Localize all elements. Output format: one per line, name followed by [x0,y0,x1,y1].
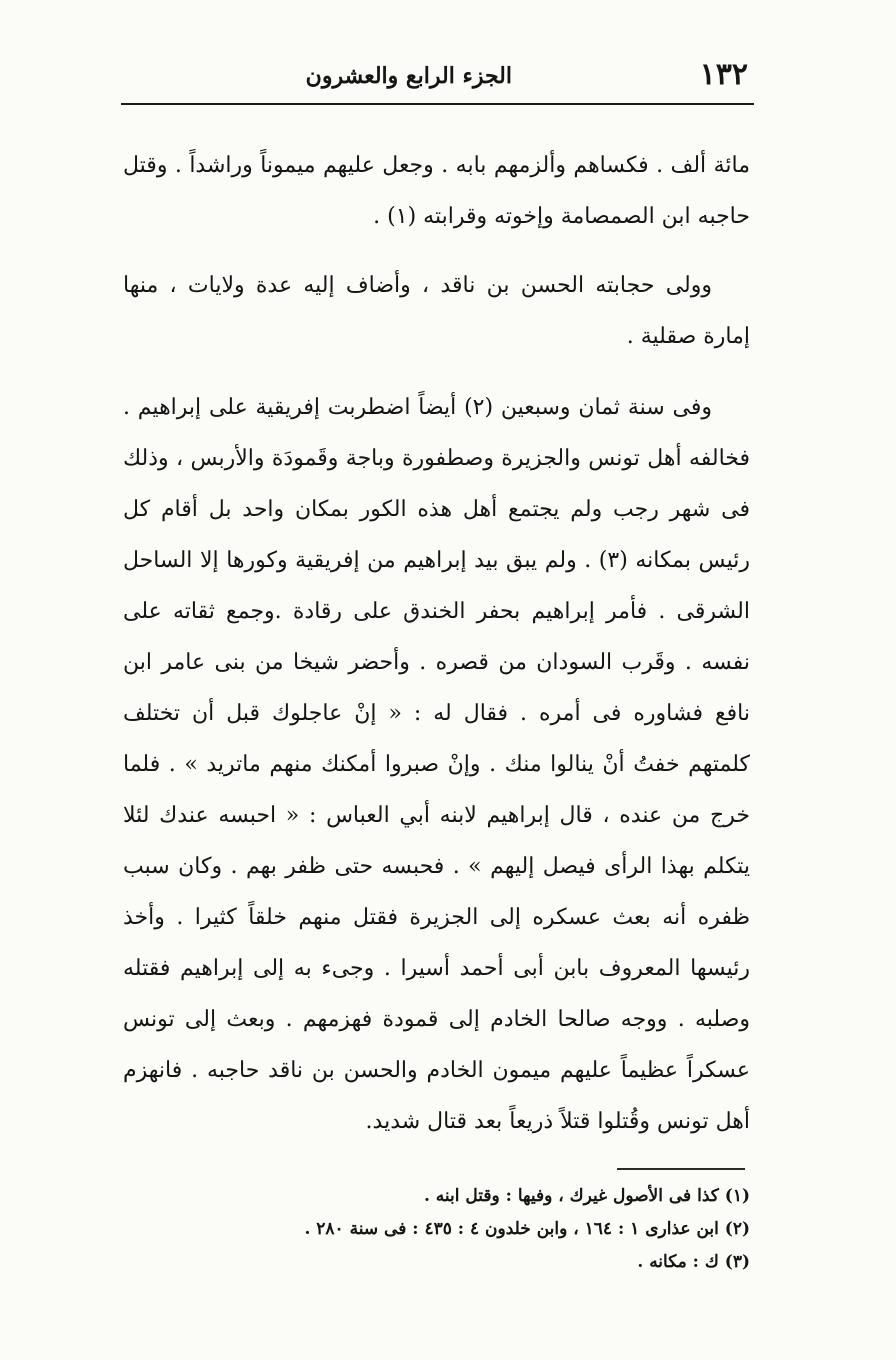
footnote-divider [617,1168,745,1170]
footnote-1: (١) كذا فى الأصول غيرك ، وفيها : وقتل ابنه . [423,1186,750,1206]
footnote-2: (٢) ابن عذارى ١ : ١٦٤ ، وابن خلدون ٤ : ٤٣٥ : فى سنة ٢٨٠ . [304,1219,750,1239]
footnotes [220,1180,750,1279]
paragraph-3: وفى سنة ثمان وسبعين (٢) أيضاً اضطربت إفريقية على إبراهيم . فخالفه أهل تونس والجزيرة وصطفورة وباجة وقَمودَة والأربس ، وذلك فى شهر رجب ولم يجتمع أهل هذه الكور بمكان واحد بل أقام كل رئيس بمكانه (٣) . ولم يبق بيد إبراهيم من إفريقية وكورها إلا الساحل الشرقى . فأمر إبراهيم بحفر الخندق على رقادة .وجمع ثقاته على نفسه . وقَرب السودان من قصره . وأحضر شيخا من بنى عامر ابن نافع فشاوره فى أمره . فقال له : « إنْ عاجلوك قبل أن تختلف كلمتهم خفتُ أنْ ينالوا منك . وإنْ صبروا أمكنك منهم ماتريد » . فلما خرج من عنده ، قال إبراهيم لابنه أبي العباس : « احبسه عندك لئلا يتكلم بهذا الرأى فيصل إليهم » . فحبسه حتى ظفر بهم . وكان سبب ظفره أنه بعث عسكره إلى الجزيرة فقتل منهم خلقاً كثيرا . وأخذ رئيسها المعروف بابن أبى أحمد أسيرا . وجىء به إلى إبراهيم فقتله وصلبه . ووجه صالحا الخادم إلى قمودة فهزمهم . وبعث إلى تونس عسكراً عظيماً عليهم ميمون الخادم والحسن بن ناقد حاجبه . فانهزم أهل تونس وقُتلوا قتلاً ذريعاً بعد قتال شديد. [123,395,750,1134]
footnote-3: (٣) ك : مكانه . [637,1252,750,1272]
page-header [122,58,754,96]
paragraph-2: وولى حجابته الحسن بن ناقد ، وأضاف إليه عدة ولايات ، منها إمارة صقلية . [123,273,750,349]
header-divider [121,103,754,105]
page-number: ١٣٢ [699,57,748,92]
running-title: الجزء الرابع والعشرون [305,63,512,89]
main-text [123,140,750,1147]
paragraph-1: مائة ألف . فكساهم وألزمهم بابه . وجعل عليهم ميموناً وراشداً . وقتل حاجبه ابن الصمصامة وإخوته وقرابته (١) . [123,153,750,229]
